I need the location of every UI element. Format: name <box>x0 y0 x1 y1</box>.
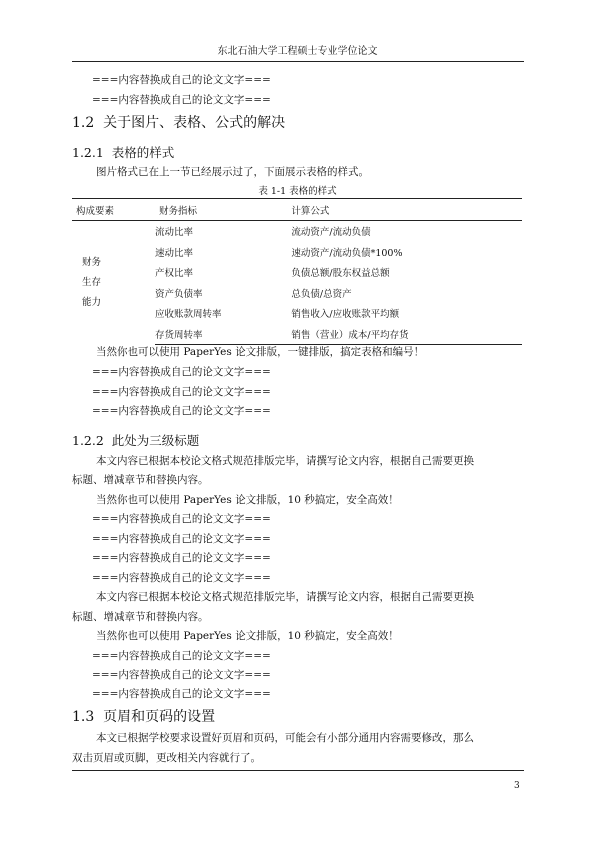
formula-cell: 总负债/总资产 <box>291 288 352 300</box>
section-heading-1-3 <box>72 706 215 726</box>
indicator-cell: 应收账款周转率 <box>155 309 222 321</box>
section-number: 1.3 <box>72 709 95 725</box>
paragraph-line: 双击页眉或页脚，更改相关内容就行了。 <box>72 752 261 764</box>
header-rule <box>72 61 524 62</box>
section-heading-1-2 <box>72 112 285 132</box>
body-line: ===内容替换成自己的论文文字=== <box>92 513 271 525</box>
page-number: 3 <box>514 781 520 791</box>
subsection-heading-1-2-2 <box>72 431 199 449</box>
footer-rule <box>72 770 524 771</box>
body-line: ===内容替换成自己的论文文字=== <box>92 366 271 378</box>
formula-cell: 流动资产/流动负债 <box>291 227 371 239</box>
paragraph-line: 标题、增减章节和替换内容。 <box>72 474 209 486</box>
body-line: ===内容替换成自己的论文文字=== <box>92 552 271 564</box>
body-line: ===内容替换成自己的论文文字=== <box>92 688 271 700</box>
after-table-paragraph: 当然你也可以使用 PaperYes 论文排版，一键排版，搞定表格和编号！ <box>96 346 425 358</box>
subsection-title: 表格的样式 <box>111 145 175 160</box>
paragraph-line: 本文内容已根据本校论文格式规范排版完毕，请撰写论文内容，根据自己需要更换 <box>96 591 474 603</box>
paragraph-line: 当然你也可以使用 PaperYes 论文排版，10 秒搞定，安全高效！ <box>96 630 399 642</box>
table-header-cell: 计算公式 <box>287 199 522 221</box>
subsection-number: 1.2.2 <box>72 433 104 448</box>
table-row <box>72 221 522 242</box>
section-title: 页眉和页码的设置 <box>103 709 216 725</box>
body-line: ===内容替换成自己的论文文字=== <box>92 572 271 584</box>
table-header-cell: 构成要素 <box>72 199 155 221</box>
formula-cell: 负债总额/股东权益总额 <box>291 268 390 280</box>
formula-cell: 销售（营业）成本/平均存货 <box>287 324 522 345</box>
body-line: ===内容替换成自己的论文文字=== <box>92 650 271 662</box>
table-header-row <box>72 199 522 221</box>
financial-table <box>72 198 522 345</box>
body-line: ===内容替换成自己的论文文字=== <box>92 669 271 681</box>
paragraph-line: 本文内容已根据本校论文格式规范排版完毕，请撰写论文内容，根据自己需要更换 <box>96 455 474 467</box>
body-line: ===内容替换成自己的论文文字=== <box>92 74 271 86</box>
subsection-heading-1-2-1 <box>72 143 174 161</box>
subsection-number: 1.2.1 <box>72 145 104 160</box>
table-header-cell: 财务指标 <box>155 199 287 221</box>
indicator-cell: 速动比率 <box>155 247 194 259</box>
group-label-line: 财务 <box>82 256 102 268</box>
intro-paragraph: 图片格式已在上一节已经展示过了，下面展示表格的样式。 <box>96 166 369 178</box>
indicator-cell: 存货周转率 <box>155 324 287 345</box>
indicator-cell: 产权比率 <box>155 268 194 280</box>
group-label-cell <box>72 221 155 345</box>
group-label-line: 生存 <box>82 276 102 288</box>
section-title: 关于图片、表格、公式的解决 <box>103 115 286 131</box>
paragraph-line: 标题、增减章节和替换内容。 <box>72 611 209 623</box>
page-header-title: 东北石油大学工程硕士专业学位论文 <box>217 46 378 57</box>
body-line: ===内容替换成自己的论文文字=== <box>92 386 271 398</box>
subsection-title: 此处为三级标题 <box>111 433 200 448</box>
paragraph-line: 本文已根据学校要求设置好页眉和页码，可能会有小部分通用内容需要修改，那么 <box>96 732 474 744</box>
formula-cell: 销售收入/应收账款平均额 <box>291 309 400 321</box>
group-label-line: 能力 <box>82 296 102 308</box>
paragraph-line: 当然你也可以使用 PaperYes 论文排版，10 秒搞定，安全高效！ <box>96 494 399 506</box>
formula-cell: 速动资产/流动负债*100% <box>291 247 403 259</box>
indicator-cell: 资产负债率 <box>155 288 203 300</box>
table-caption: 表 1-1 表格的样式 <box>258 186 337 197</box>
body-line: ===内容替换成自己的论文文字=== <box>92 94 271 106</box>
body-line: ===内容替换成自己的论文文字=== <box>92 405 271 417</box>
body-line: ===内容替换成自己的论文文字=== <box>92 533 271 545</box>
indicator-cell: 流动比率 <box>155 227 194 239</box>
section-number: 1.2 <box>72 115 95 131</box>
